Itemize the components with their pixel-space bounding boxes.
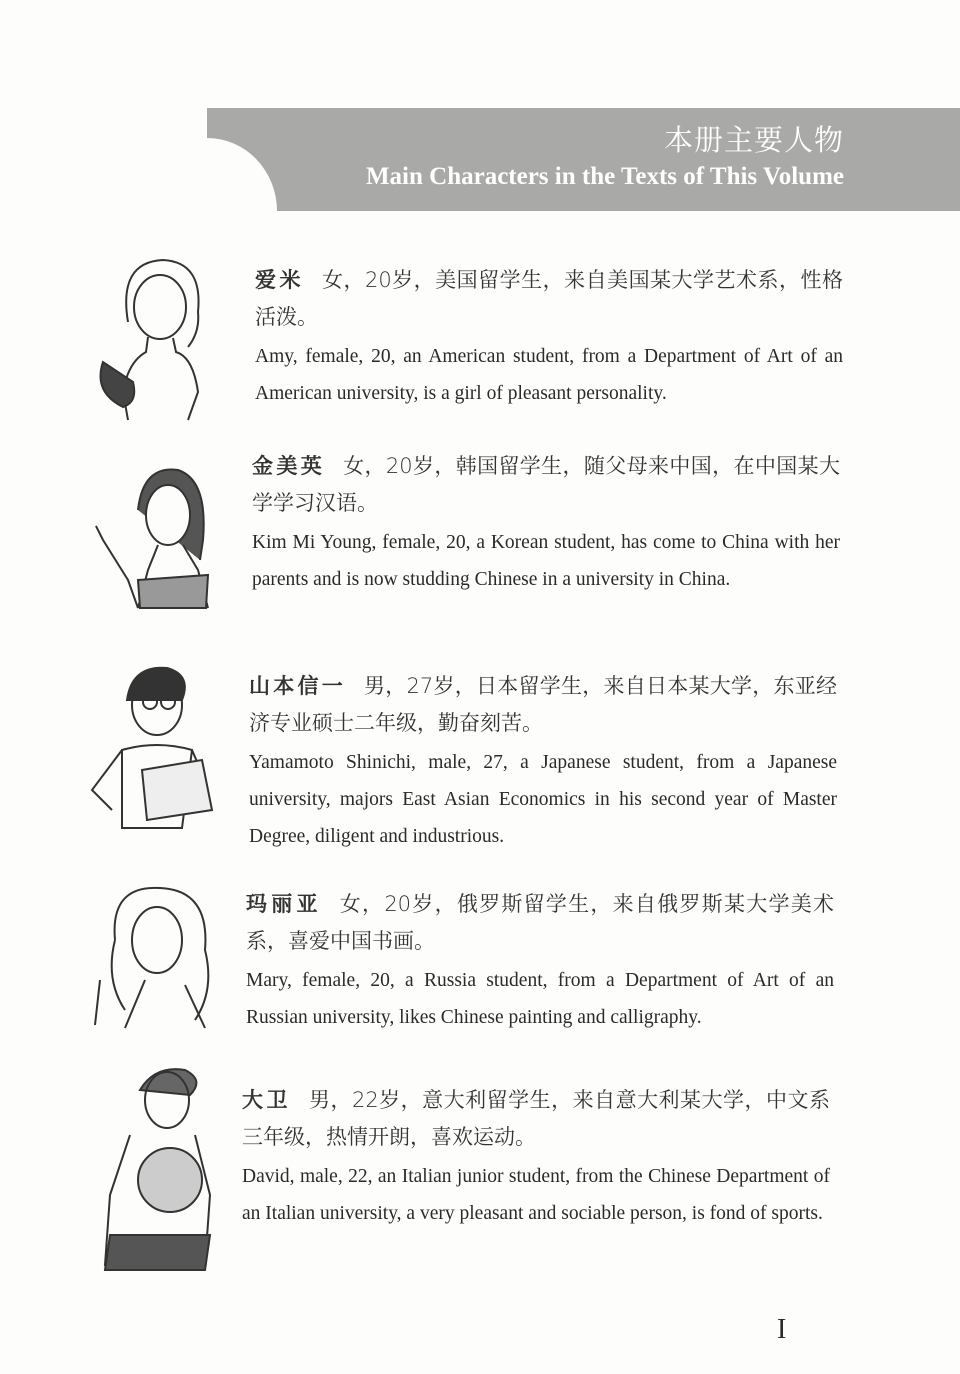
character-entry-david — [242, 1082, 830, 1232]
character-desc-en: David, male, 22, an Italian junior student, from the Chinese Department of an Italian university, a very pleasant and sociable person, is fond of sports. — [242, 1166, 830, 1224]
page-title-chinese: 本册主要人物 — [663, 123, 844, 157]
character-name: 大卫 — [242, 1088, 291, 1112]
character-entry-amy — [255, 262, 843, 412]
portrait-mary — [85, 880, 220, 1030]
page-number: I — [777, 1314, 787, 1345]
character-desc-zh: 女，20岁，韩国留学生，随父母来中国，在中国某大学学习汉语。 — [252, 454, 840, 515]
character-name: 爱米 — [255, 268, 304, 292]
character-name: 山本信一 — [249, 674, 347, 698]
header-band — [207, 108, 960, 211]
character-desc-en: Amy, female, 20, an American student, from a Department of Art of an American university, is a girl of pleasant personality. — [255, 346, 843, 404]
page-title-english: Main Characters in the Texts of This Volume — [365, 163, 844, 190]
character-desc-en: Yamamoto Shinichi, male, 27, a Japanese student, from a Japanese university, majors East Asian Economics in his second year of Master Degree, diligent and industrious. — [249, 752, 837, 847]
character-name: 玛丽亚 — [246, 892, 322, 916]
portrait-david — [95, 1065, 220, 1275]
character-desc-zh: 女，20岁，美国留学生，来自美国某大学艺术系，性格活泼。 — [255, 268, 843, 329]
character-desc-zh: 女，20岁，俄罗斯留学生，来自俄罗斯某大学美术系，喜爱中国书画。 — [246, 892, 834, 953]
character-entry-kim-mi-young — [252, 448, 840, 598]
character-desc-en: Mary, female, 20, a Russia student, from a Department of Art of an Russian university, likes Chinese painting and calligraphy. — [246, 970, 834, 1028]
character-desc-en: Kim Mi Young, female, 20, a Korean student, has come to China with her parents and is now studding Chinese in a university in China. — [252, 532, 840, 590]
character-entry-mary — [246, 886, 834, 1036]
portrait-kim-mi-young — [88, 460, 218, 610]
portrait-amy — [88, 252, 218, 422]
character-desc-zh: 男，22岁，意大利留学生，来自意大利某大学，中文系三年级，热情开朗，喜欢运动。 — [242, 1088, 830, 1149]
character-name: 金美英 — [252, 454, 326, 478]
portrait-yamamoto-shinichi — [82, 660, 222, 835]
character-desc-zh: 男，27岁，日本留学生，来自日本某大学，东亚经济专业硕士二年级，勤奋刻苦。 — [249, 674, 837, 735]
character-entry-yamamoto-shinichi — [249, 668, 837, 855]
